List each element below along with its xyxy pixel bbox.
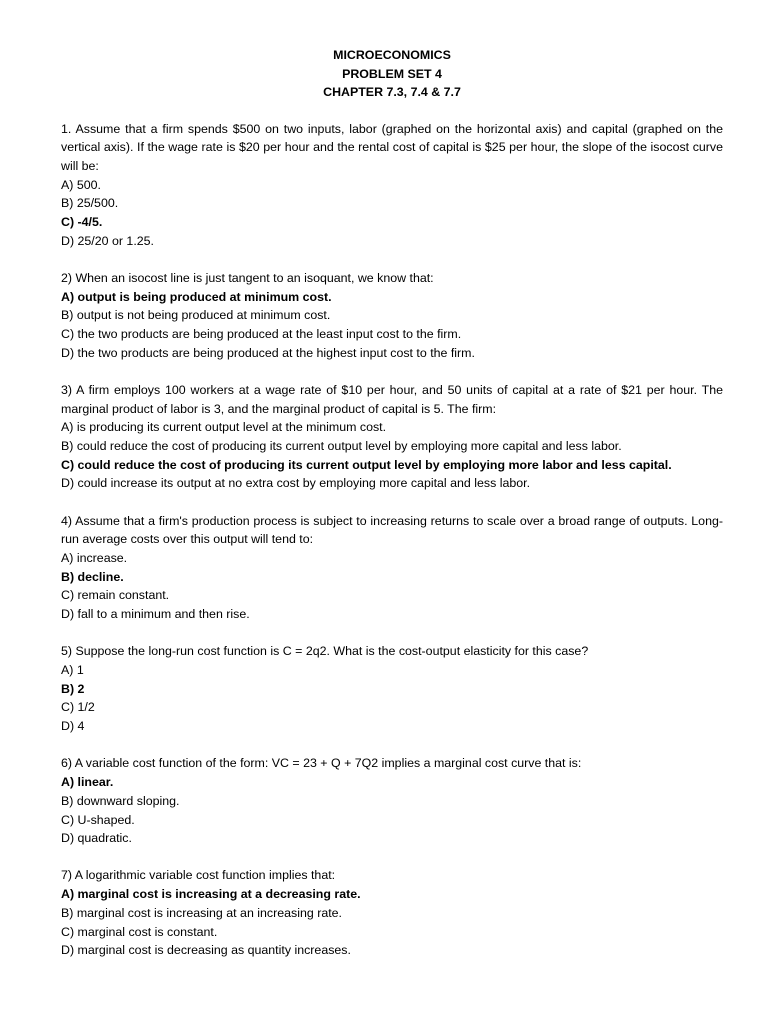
question-list	[61, 120, 723, 960]
question-7	[61, 866, 723, 960]
question-stem: 2) When an isocost line is just tangent to an isoquant, we know that:	[61, 270, 434, 285]
answer-option-correct: B) decline.	[61, 569, 124, 584]
answer-option-correct: A) marginal cost is increasing at a decreasing rate.	[61, 887, 361, 902]
answer-option: A) 1	[61, 663, 84, 678]
answer-option: D) 4	[61, 719, 85, 734]
question-stem: 6) A variable cost function of the form: VC = 23 + Q + 7Q2 implies a marginal cost curve that is:	[61, 756, 582, 771]
question-stem: 1. Assume that a firm spends $500 on two inputs, labor (graphed on the horizontal axis) and capital (graphed on the vertical axis). If the wage rate is $20 per hour and the rental cost of capital is $25 per hour, the slope of the isocost curve will be:	[61, 121, 723, 173]
answer-option: C) marginal cost is constant.	[61, 924, 218, 939]
answer-option: C) remain constant.	[61, 588, 170, 603]
answer-option: C) 1/2	[61, 700, 95, 715]
answer-option: D) quadratic.	[61, 831, 132, 846]
question-stem: 7) A logarithmic variable cost function implies that:	[61, 868, 336, 883]
answer-option: A) is producing its current output level at the minimum cost.	[61, 420, 387, 435]
answer-option-correct: A) output is being produced at minimum cost.	[61, 289, 332, 304]
question-stem: 4) Assume that a firm's production process is subject to increasing returns to scale over a broad range of outputs. Long-run average costs over this output will tend to:	[61, 513, 723, 547]
question-1	[61, 120, 723, 251]
document-header	[61, 46, 723, 102]
answer-option: D) the two products are being produced at the highest input cost to the firm.	[61, 345, 475, 360]
answer-option: C) U-shaped.	[61, 812, 135, 827]
answer-option-correct: B) 2	[61, 681, 85, 696]
question-stem: 5) Suppose the long-run cost function is C = 2q2. What is the cost-output elasticity for this case?	[61, 644, 589, 659]
answer-option: B) 25/500.	[61, 196, 119, 211]
answer-option: D) fall to a minimum and then rise.	[61, 607, 250, 622]
question-5	[61, 642, 723, 736]
question-4	[61, 512, 723, 624]
answer-option: A) increase.	[61, 551, 128, 566]
answer-option: D) marginal cost is decreasing as quantity increases.	[61, 943, 351, 958]
answer-option: C) the two products are being produced at the least input cost to the firm.	[61, 327, 462, 342]
answer-option: D) 25/20 or 1.25.	[61, 233, 154, 248]
question-3	[61, 381, 723, 493]
answer-option: B) marginal cost is increasing at an increasing rate.	[61, 905, 342, 920]
answer-option-correct: A) linear.	[61, 775, 114, 790]
answer-option: B) downward sloping.	[61, 793, 180, 808]
problem-set-title: PROBLEM SET 4	[342, 66, 442, 81]
answer-option: B) could reduce the cost of producing its current output level by employing more capital and less labor.	[61, 439, 622, 454]
answer-option-correct: C) could reduce the cost of producing its current output level by employing more labor and less capital.	[61, 457, 672, 472]
answer-option: D) could increase its output at no extra cost by employing more capital and less labor.	[61, 476, 531, 491]
question-6	[61, 754, 723, 848]
question-2	[61, 269, 723, 363]
answer-option: B) output is not being produced at minimum cost.	[61, 308, 331, 323]
document-page	[61, 46, 723, 978]
question-stem: 3) A firm employs 100 workers at a wage rate of $10 per hour, and 50 units of capital at a rate of $21 per hour. The marginal product of labor is 3, and the marginal product of capital is 5. The firm:	[61, 382, 723, 416]
answer-option-correct: C) -4/5.	[61, 215, 103, 230]
answer-option: A) 500.	[61, 177, 101, 192]
chapter-title: CHAPTER 7.3, 7.4 & 7.7	[323, 85, 461, 99]
course-title: MICROECONOMICS	[333, 48, 451, 62]
